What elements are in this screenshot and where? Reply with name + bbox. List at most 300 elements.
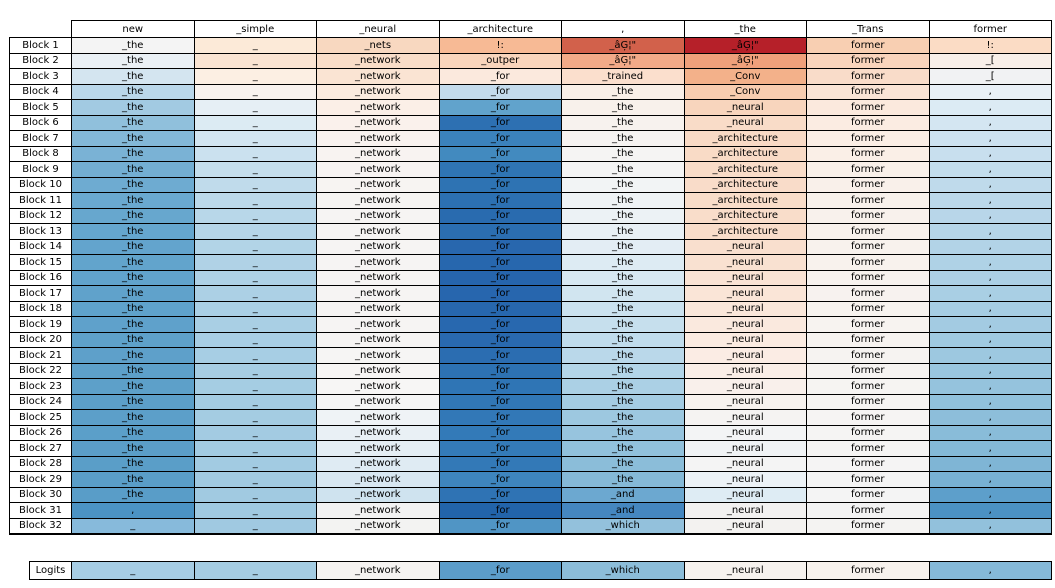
prediction-cell: _ — [194, 38, 317, 54]
prediction-cell: _ — [194, 69, 317, 85]
prediction-cell: _ — [194, 146, 317, 162]
prediction-cell: _the — [562, 115, 685, 131]
prediction-cell: _ — [194, 487, 317, 503]
row-label: Block 21 — [10, 348, 72, 364]
table-row — [10, 379, 1052, 395]
prediction-cell: _ — [194, 239, 317, 255]
prediction-cell: _âĢ¦" — [562, 38, 685, 54]
prediction-cell: _the — [562, 332, 685, 348]
prediction-cell: _neural — [684, 270, 807, 286]
prediction-cell: _the — [562, 100, 685, 116]
prediction-cell: _the — [562, 208, 685, 224]
prediction-cell: former — [807, 239, 930, 255]
prediction-cell: _ — [194, 518, 317, 534]
prediction-cell: _for — [439, 410, 562, 426]
row-label: Block 6 — [10, 115, 72, 131]
prediction-cell: _neural — [684, 472, 807, 488]
table-row — [10, 363, 1052, 379]
prediction-cell: _neural — [684, 441, 807, 457]
prediction-cell: _the — [72, 100, 195, 116]
prediction-cell: former — [807, 472, 930, 488]
prediction-cell: _neural — [684, 425, 807, 441]
prediction-cell: _the — [562, 363, 685, 379]
prediction-cell: , — [929, 131, 1052, 147]
prediction-cell: _neural — [684, 562, 807, 580]
prediction-cell: former — [807, 332, 930, 348]
prediction-cell: _neural — [684, 286, 807, 302]
prediction-cell: _network — [317, 332, 440, 348]
prediction-cell: _neural — [684, 394, 807, 410]
table-row — [10, 193, 1052, 209]
prediction-cell: _network — [317, 286, 440, 302]
prediction-cell: _the — [562, 270, 685, 286]
prediction-cell: _the — [72, 410, 195, 426]
prediction-cell: _neural — [684, 317, 807, 333]
prediction-cell: , — [929, 562, 1052, 580]
prediction-cell: _for — [439, 503, 562, 519]
prediction-cell: _the — [562, 224, 685, 240]
prediction-cell: _for — [439, 286, 562, 302]
table-row — [10, 131, 1052, 147]
row-label: Block 22 — [10, 363, 72, 379]
prediction-cell: , — [929, 472, 1052, 488]
prediction-cell: _for — [439, 177, 562, 193]
prediction-cell: _for — [439, 239, 562, 255]
prediction-cell: _âĢ¦" — [684, 53, 807, 69]
prediction-cell: former — [807, 100, 930, 116]
prediction-cell: , — [929, 456, 1052, 472]
column-header-token: _simple — [194, 21, 317, 38]
row-label: Block 13 — [10, 224, 72, 240]
prediction-cell: _the — [562, 379, 685, 395]
prediction-cell: _the — [72, 270, 195, 286]
prediction-cell: _the — [562, 301, 685, 317]
prediction-cell: former — [807, 487, 930, 503]
prediction-cell: _neural — [684, 503, 807, 519]
prediction-cell: _architecture — [684, 177, 807, 193]
prediction-cell: former — [807, 317, 930, 333]
prediction-cell: _architecture — [684, 208, 807, 224]
prediction-cell: former — [807, 518, 930, 534]
prediction-cell: _the — [562, 255, 685, 271]
row-label: Block 31 — [10, 503, 72, 519]
prediction-cell: , — [929, 332, 1052, 348]
prediction-cell: , — [929, 115, 1052, 131]
prediction-cell: former — [807, 503, 930, 519]
table-row — [10, 146, 1052, 162]
prediction-cell: _network — [317, 379, 440, 395]
prediction-cell: _network — [317, 456, 440, 472]
prediction-cell: former — [807, 394, 930, 410]
prediction-cell: _ — [194, 162, 317, 178]
prediction-cell: _the — [72, 84, 195, 100]
prediction-cell: _network — [317, 270, 440, 286]
prediction-cell: _network — [317, 177, 440, 193]
table-row — [10, 115, 1052, 131]
prediction-cell: _network — [317, 53, 440, 69]
prediction-cell: _for — [439, 456, 562, 472]
prediction-cell: _for — [439, 441, 562, 457]
prediction-cell: _network — [317, 69, 440, 85]
prediction-cell: , — [929, 255, 1052, 271]
prediction-cell: _âĢ¦" — [684, 38, 807, 54]
prediction-cell: former — [807, 286, 930, 302]
prediction-cell: _ — [72, 518, 195, 534]
prediction-cell: !: — [439, 38, 562, 54]
prediction-cell: _the — [72, 69, 195, 85]
logits-prediction-table — [29, 561, 1052, 580]
prediction-cell: _network — [317, 425, 440, 441]
prediction-cell: , — [929, 162, 1052, 178]
row-label: Block 2 — [10, 53, 72, 69]
prediction-cell: _ — [194, 301, 317, 317]
prediction-cell: _[ — [929, 69, 1052, 85]
prediction-cell: _ — [194, 131, 317, 147]
blocks-prediction-table — [9, 20, 1052, 535]
table-row — [10, 332, 1052, 348]
prediction-cell: _the — [72, 348, 195, 364]
prediction-cell: former — [807, 441, 930, 457]
prediction-cell: _the — [72, 317, 195, 333]
prompt-token-header-row — [10, 21, 1052, 38]
prediction-cell: _neural — [684, 363, 807, 379]
prediction-cell: _neural — [684, 332, 807, 348]
prediction-cell: _the — [562, 177, 685, 193]
prediction-cell: _for — [439, 270, 562, 286]
prediction-cell: _and — [562, 487, 685, 503]
prediction-cell: _âĢ¦" — [562, 53, 685, 69]
prediction-cell: former — [807, 193, 930, 209]
prediction-cell: _neural — [684, 379, 807, 395]
row-label: Block 8 — [10, 146, 72, 162]
row-label: Block 14 — [10, 239, 72, 255]
prediction-cell: , — [929, 177, 1052, 193]
prediction-cell: _and — [562, 503, 685, 519]
prediction-cell: _the — [72, 177, 195, 193]
prediction-cell: !: — [929, 38, 1052, 54]
prediction-cell: _ — [194, 84, 317, 100]
table-row — [10, 84, 1052, 100]
prediction-cell: _for — [439, 348, 562, 364]
prediction-cell: _ — [194, 332, 317, 348]
prediction-cell: former — [807, 270, 930, 286]
table-row — [10, 410, 1052, 426]
prediction-cell: _architecture — [684, 193, 807, 209]
row-label: Block 16 — [10, 270, 72, 286]
prediction-cell: _architecture — [684, 224, 807, 240]
prediction-cell: _ — [194, 193, 317, 209]
prediction-cell: , — [929, 270, 1052, 286]
prediction-cell: _[ — [929, 53, 1052, 69]
prediction-cell: _ — [194, 177, 317, 193]
table-row — [10, 286, 1052, 302]
prediction-cell: _the — [562, 162, 685, 178]
prediction-cell: former — [807, 69, 930, 85]
prediction-cell: , — [929, 348, 1052, 364]
prediction-cell: _ — [194, 562, 317, 580]
row-label: Block 24 — [10, 394, 72, 410]
prediction-cell: _neural — [684, 115, 807, 131]
prediction-cell: _the — [72, 441, 195, 457]
prediction-cell: , — [929, 100, 1052, 116]
prediction-cell: _ — [194, 363, 317, 379]
prediction-cell: _network — [317, 472, 440, 488]
row-label: Block 19 — [10, 317, 72, 333]
prediction-cell: _ — [194, 379, 317, 395]
table-row — [10, 317, 1052, 333]
column-header-token: former — [929, 21, 1052, 38]
prediction-cell: _neural — [684, 487, 807, 503]
row-label: Block 23 — [10, 379, 72, 395]
prediction-cell: _for — [439, 472, 562, 488]
table-row — [10, 38, 1052, 54]
prediction-cell: _network — [317, 115, 440, 131]
prediction-cell: _for — [439, 363, 562, 379]
prediction-cell: _network — [317, 410, 440, 426]
row-label: Block 4 — [10, 84, 72, 100]
prediction-cell: _the — [562, 456, 685, 472]
prediction-cell: _neural — [684, 348, 807, 364]
row-label: Block 1 — [10, 38, 72, 54]
column-header-token: _architecture — [439, 21, 562, 38]
table-row — [10, 162, 1052, 178]
prediction-cell: _ — [194, 270, 317, 286]
prediction-cell: former — [807, 162, 930, 178]
prediction-cell: _architecture — [684, 131, 807, 147]
prediction-cell: _for — [439, 332, 562, 348]
prediction-cell: _the — [562, 193, 685, 209]
prediction-cell: _the — [72, 146, 195, 162]
prediction-cell: former — [807, 379, 930, 395]
prediction-cell: _ — [194, 100, 317, 116]
prediction-cell: _for — [439, 518, 562, 534]
prediction-cell: _ — [194, 255, 317, 271]
prediction-cell: _network — [317, 208, 440, 224]
table-row — [10, 425, 1052, 441]
prediction-cell: _network — [317, 224, 440, 240]
prediction-cell: _the — [562, 131, 685, 147]
prediction-cell: _ — [194, 224, 317, 240]
row-label: Block 15 — [10, 255, 72, 271]
table-row — [10, 456, 1052, 472]
table-row — [10, 255, 1052, 271]
row-label: Block 28 — [10, 456, 72, 472]
prediction-cell: , — [929, 410, 1052, 426]
prediction-cell: , — [929, 317, 1052, 333]
prediction-cell: _ — [194, 472, 317, 488]
prediction-cell: _network — [317, 394, 440, 410]
prediction-cell: _architecture — [684, 162, 807, 178]
prediction-cell: _ — [194, 456, 317, 472]
prediction-cell: _the — [562, 425, 685, 441]
prediction-cell: _the — [72, 239, 195, 255]
prediction-cell: , — [929, 379, 1052, 395]
prediction-cell: _for — [439, 115, 562, 131]
row-label: Block 7 — [10, 131, 72, 147]
prediction-cell: , — [929, 363, 1052, 379]
prediction-cell: _for — [439, 425, 562, 441]
prediction-cell: _neural — [684, 410, 807, 426]
prediction-cell: _nets — [317, 38, 440, 54]
prediction-cell: _the — [562, 146, 685, 162]
column-header-token: , — [562, 21, 685, 38]
table-row — [10, 518, 1052, 534]
prediction-cell: _for — [439, 394, 562, 410]
prediction-cell: _the — [562, 348, 685, 364]
prediction-cell: _network — [317, 518, 440, 534]
prediction-cell: _for — [439, 69, 562, 85]
row-label: Block 17 — [10, 286, 72, 302]
row-label: Block 9 — [10, 162, 72, 178]
prediction-cell: _the — [72, 38, 195, 54]
prediction-cell: former — [807, 131, 930, 147]
table-row — [10, 224, 1052, 240]
prediction-cell: _ — [194, 208, 317, 224]
prediction-cell: _ — [194, 317, 317, 333]
prediction-cell: _network — [317, 317, 440, 333]
prediction-cell: _for — [439, 100, 562, 116]
prediction-cell: _ — [194, 348, 317, 364]
row-label: Block 25 — [10, 410, 72, 426]
prediction-cell: former — [807, 177, 930, 193]
prediction-cell: former — [807, 456, 930, 472]
prediction-cell: _the — [72, 379, 195, 395]
prediction-cell: _network — [317, 255, 440, 271]
prediction-cell: _Conv — [684, 84, 807, 100]
prediction-cell: _for — [439, 317, 562, 333]
prediction-cell: former — [807, 53, 930, 69]
table-row — [10, 348, 1052, 364]
prediction-cell: _network — [317, 239, 440, 255]
prediction-cell: , — [929, 487, 1052, 503]
prediction-cell: _the — [72, 193, 195, 209]
prediction-cell: former — [807, 146, 930, 162]
prediction-cell: , — [72, 503, 195, 519]
prediction-cell: , — [929, 441, 1052, 457]
prediction-cell: _ — [194, 53, 317, 69]
row-label: Block 12 — [10, 208, 72, 224]
prediction-cell: _the — [72, 472, 195, 488]
prediction-cell: former — [807, 224, 930, 240]
table-row — [10, 69, 1052, 85]
row-label: Block 10 — [10, 177, 72, 193]
prediction-cell: former — [807, 425, 930, 441]
prediction-cell: _network — [317, 487, 440, 503]
prediction-cell: , — [929, 286, 1052, 302]
prediction-cell: _network — [317, 162, 440, 178]
prediction-cell: _for — [439, 255, 562, 271]
table-row — [10, 394, 1052, 410]
row-label: Block 3 — [10, 69, 72, 85]
prediction-cell: _outper — [439, 53, 562, 69]
column-header-token: _Trans — [807, 21, 930, 38]
prediction-cell: _network — [317, 363, 440, 379]
prediction-cell: , — [929, 224, 1052, 240]
prediction-cell: _ — [194, 425, 317, 441]
row-label: Block 27 — [10, 441, 72, 457]
prediction-cell: _for — [439, 379, 562, 395]
row-label: Block 32 — [10, 518, 72, 534]
row-label: Block 26 — [10, 425, 72, 441]
prediction-cell: former — [807, 562, 930, 580]
prediction-cell: former — [807, 84, 930, 100]
prediction-cell: , — [929, 425, 1052, 441]
prediction-cell: _the — [72, 255, 195, 271]
prediction-cell: _the — [562, 286, 685, 302]
prediction-cell: _network — [317, 348, 440, 364]
prediction-cell: _the — [72, 208, 195, 224]
prediction-cell: _the — [72, 115, 195, 131]
prediction-cell: , — [929, 239, 1052, 255]
prediction-cell: _the — [562, 410, 685, 426]
table-row — [10, 53, 1052, 69]
table-row — [10, 441, 1052, 457]
prediction-cell: , — [929, 208, 1052, 224]
row-label: Block 30 — [10, 487, 72, 503]
column-header-token: _neural — [317, 21, 440, 38]
prediction-cell: , — [929, 84, 1052, 100]
prediction-cell: former — [807, 301, 930, 317]
prediction-cell: _the — [562, 472, 685, 488]
prediction-cell: _which — [562, 562, 685, 580]
prediction-cell: _for — [439, 487, 562, 503]
prediction-cell: _the — [72, 286, 195, 302]
prediction-cell: _for — [439, 146, 562, 162]
prediction-cell: , — [929, 503, 1052, 519]
prediction-cell: _for — [439, 562, 562, 580]
prediction-cell: , — [929, 193, 1052, 209]
prediction-cell: _network — [317, 503, 440, 519]
row-label: Block 11 — [10, 193, 72, 209]
table-row — [10, 100, 1052, 116]
prediction-cell: _network — [317, 84, 440, 100]
prediction-cell: former — [807, 255, 930, 271]
prediction-cell: _neural — [684, 456, 807, 472]
prediction-cell: _neural — [684, 518, 807, 534]
prediction-cell: _ — [194, 115, 317, 131]
prediction-cell: _trained — [562, 69, 685, 85]
table-row — [30, 562, 1052, 580]
prediction-cell: , — [929, 301, 1052, 317]
prediction-cell: former — [807, 410, 930, 426]
prediction-cell: _the — [72, 363, 195, 379]
prediction-cell: , — [929, 394, 1052, 410]
prediction-cell: _for — [439, 162, 562, 178]
prediction-cell: _for — [439, 131, 562, 147]
prediction-cell: _the — [562, 441, 685, 457]
prediction-cell: _the — [72, 301, 195, 317]
prediction-cell: _for — [439, 193, 562, 209]
prediction-cell: _the — [72, 131, 195, 147]
prediction-cell: _network — [317, 562, 440, 580]
prediction-cell: _the — [72, 394, 195, 410]
row-label: Logits — [30, 562, 72, 580]
prediction-cell: _Conv — [684, 69, 807, 85]
prediction-cell: _for — [439, 301, 562, 317]
prediction-cell: _which — [562, 518, 685, 534]
prediction-cell: _network — [317, 193, 440, 209]
prediction-cell: _neural — [684, 100, 807, 116]
prediction-cell: , — [929, 518, 1052, 534]
prediction-cell: _network — [317, 100, 440, 116]
prediction-cell: _the — [72, 332, 195, 348]
prediction-cell: _the — [562, 239, 685, 255]
table-row — [10, 503, 1052, 519]
table-row — [10, 472, 1052, 488]
prediction-cell: _network — [317, 146, 440, 162]
prediction-cell: _the — [72, 224, 195, 240]
prediction-cell: _for — [439, 84, 562, 100]
